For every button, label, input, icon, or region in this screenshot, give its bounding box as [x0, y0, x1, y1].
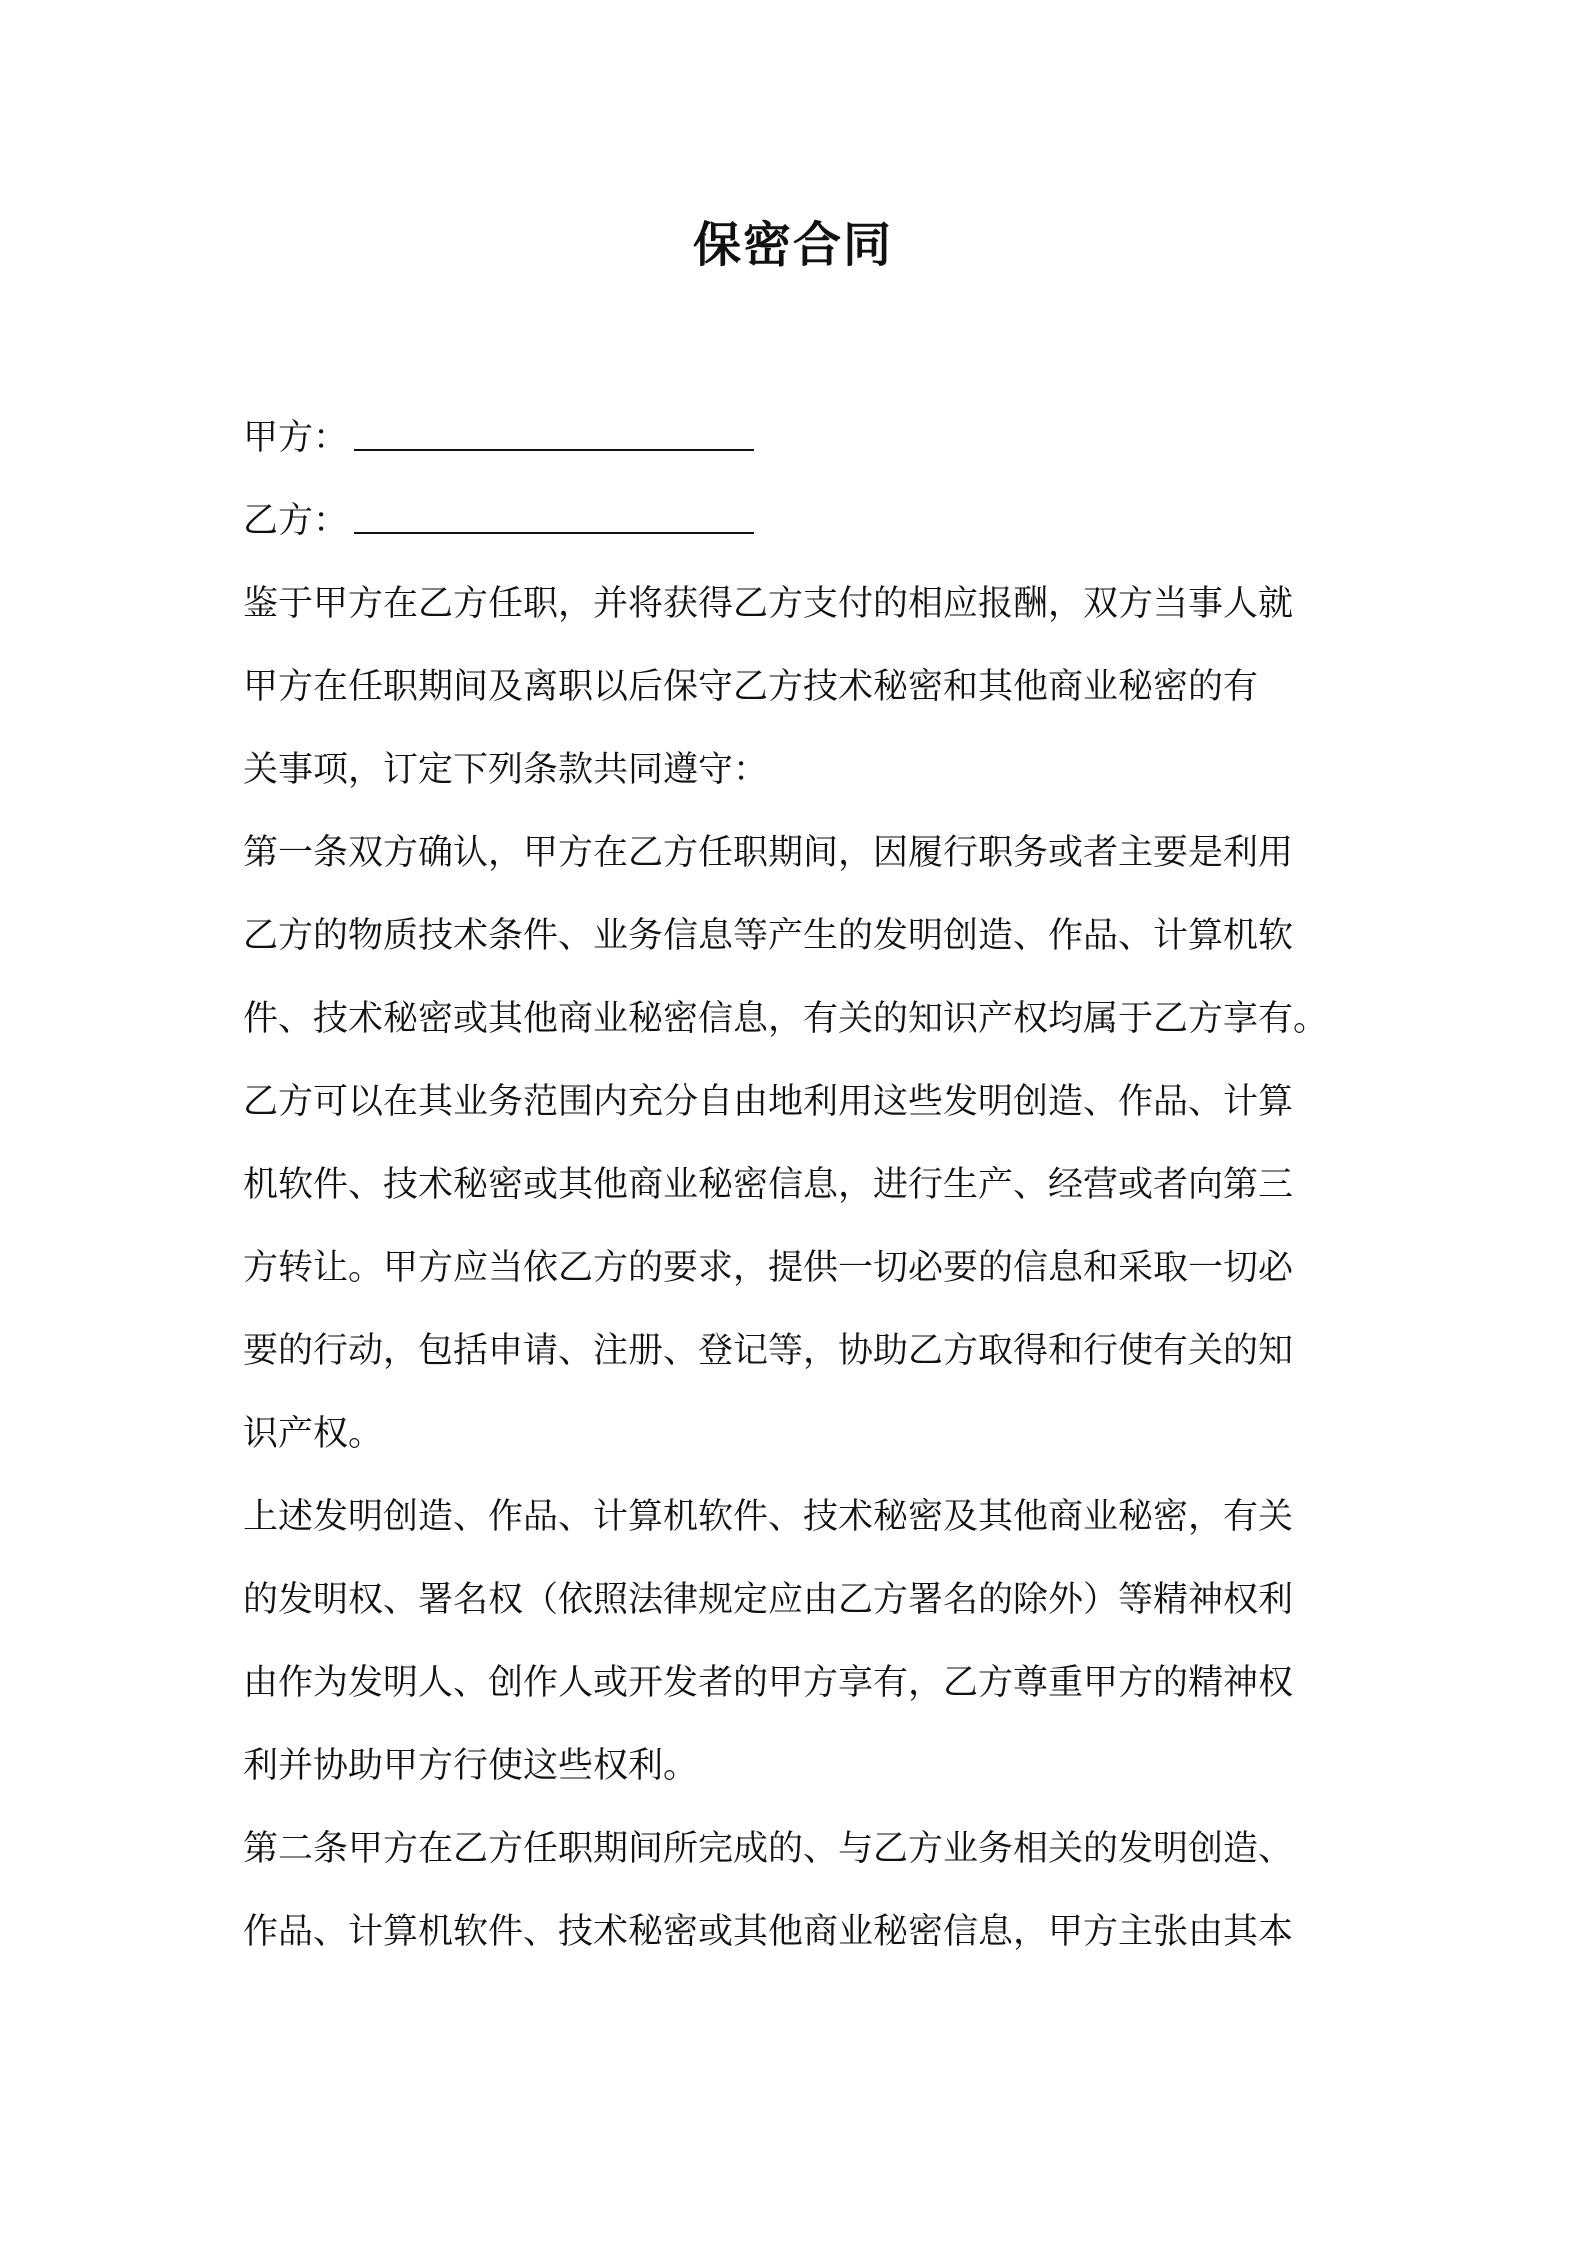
text-line: 关事项，订定下列条款共同遵守： [243, 750, 769, 790]
text-line: 由作为发明人、创作人或开发者的甲方享有，乙方尊重甲方的精神权 [243, 1663, 1294, 1703]
text-line: 乙方的物质技术条件、业务信息等产生的发明创造、作品、计算机软 [243, 916, 1294, 956]
text-line: 件、技术秘密或其他商业秘密信息，有关的知识产权均属于乙方享有。 [243, 999, 1329, 1039]
text-line: 作品、计算机软件、技术秘密或其他商业秘密信息，甲方主张由其本 [243, 1912, 1294, 1952]
text-line: 甲方在任职期间及离职以后保守乙方技术秘密和其他商业秘密的有 [243, 667, 1259, 707]
text-line: 上述发明创造、作品、计算机软件、技术秘密及其他商业秘密，有关 [243, 1497, 1294, 1537]
party-a-line [243, 397, 1363, 480]
party-a-label: 甲方： [243, 418, 349, 458]
text-line: 的发明权、署名权（依照法律规定应由乙方署名的除外）等精神权利 [243, 1580, 1294, 1620]
document-title: 保密合同 [692, 217, 893, 273]
text-line: 识产权。 [243, 1414, 384, 1454]
document-body [243, 397, 1363, 1974]
party-b-blank [354, 502, 754, 534]
text-line: 利并协助甲方行使这些权利。 [243, 1746, 699, 1786]
text-line: 第二条甲方在乙方任职期间所完成的、与乙方业务相关的发明创造、 [243, 1829, 1294, 1869]
text-line: 鉴于甲方在乙方任职，并将获得乙方支付的相应报酬，双方当事人就 [243, 584, 1294, 624]
party-b-line [243, 480, 1363, 563]
text-line: 方转让。甲方应当依乙方的要求，提供一切必要的信息和采取一切必 [243, 1248, 1294, 1288]
text-line: 第一条双方确认，甲方在乙方任职期间，因履行职务或者主要是利用 [243, 833, 1294, 873]
party-a-blank [354, 419, 754, 451]
text-line: 乙方可以在其业务范围内充分自由地利用这些发明创造、作品、计算 [243, 1082, 1294, 1122]
party-b-label: 乙方： [243, 501, 349, 541]
text-line: 机软件、技术秘密或其他商业秘密信息，进行生产、经营或者向第三 [243, 1165, 1294, 1205]
text-line: 要的行动，包括申请、注册、登记等，协助乙方取得和行使有关的知 [243, 1331, 1294, 1371]
